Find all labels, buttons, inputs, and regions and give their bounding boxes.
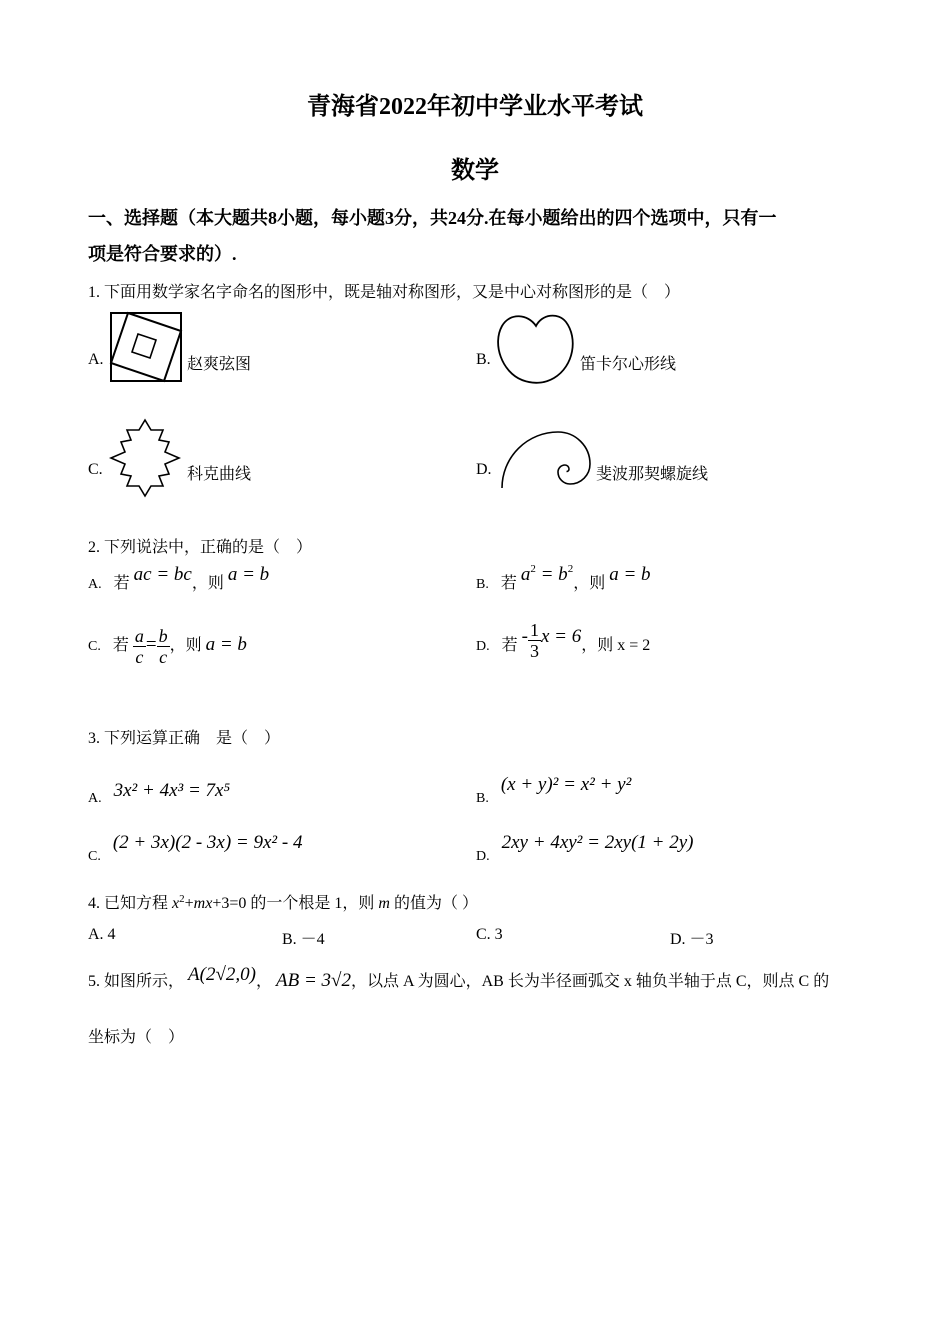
q2-d-if: 若 — [501, 637, 518, 655]
q1-option-d-letter: D. — [476, 461, 492, 478]
q1-stem: 1. 下面用数学家名字命名的图形中，既是轴对称图形，又是中心对称图形的是（ ） — [88, 284, 681, 301]
q3-c-expr: (2 + 3x)(2 - 3x) = 9x² - 4 — [112, 832, 303, 853]
q3-option-d[interactable] — [476, 832, 694, 864]
q2-a-letter: A. — [88, 577, 102, 592]
q2-b-cond-base: a — [520, 564, 531, 585]
q2-c-letter: C. — [88, 639, 101, 655]
q2-b-cond-exp2: 2 — [567, 563, 574, 575]
q2-d-den: 3 — [529, 641, 539, 661]
q5-rest: ，以点 A 为圆心，AB 长为半径画弧交 x 轴负半轴于点 C，则点 C 的 — [350, 973, 830, 990]
q3-b-letter: B. — [476, 791, 489, 806]
q5-stem-line1 — [88, 964, 830, 992]
section-heading-line2: 项是符合要求的）. — [88, 244, 237, 264]
q2-c-then: ，则 — [169, 637, 202, 655]
fibonacci-spiral-icon — [500, 430, 592, 490]
q2-b-cond-exp1: 2 — [530, 563, 536, 575]
q4-stem-d: 的值为（ ） — [389, 895, 478, 912]
q1-option-b-caption: 笛卡尔心形线 — [580, 356, 677, 373]
q2-c-if: 若 — [112, 637, 129, 655]
q2-b-cond-mid: = b — [535, 564, 568, 585]
q3-a-letter: A. — [88, 791, 102, 806]
q5-ab: AB = 3√2 — [275, 970, 351, 991]
q4-option-d[interactable]: D. －3 — [670, 931, 714, 948]
q1-option-c-letter: C. — [88, 461, 103, 478]
q5-stem-line2: 坐标为（ ） — [88, 1029, 185, 1046]
q2-c-num2: b — [158, 626, 168, 646]
q2-option-a[interactable] — [88, 564, 270, 594]
q5-num: 5. 如图所示， — [88, 973, 185, 990]
q2-d-num: 1 — [529, 620, 539, 640]
q3-stem: 3. 下列运算正确 是（ ） — [88, 730, 281, 747]
q4-stem-x: x — [172, 895, 180, 912]
q4-option-c[interactable]: C. 3 — [476, 926, 503, 943]
q4-stem-a: 4. 已知方程 — [88, 895, 173, 912]
q3-option-c[interactable] — [88, 832, 303, 864]
q2-d-then: ，则 — [581, 637, 614, 655]
q2-b-then: ，则 — [573, 575, 606, 592]
q2-c-den2: c — [159, 647, 168, 667]
q3-a-expr: 3x² + 4x³ = 7x⁵ — [113, 780, 231, 801]
q3-d-expr: 2xy + 4xy² = 2xy(1 + 2y) — [501, 832, 694, 853]
cardioid-icon — [496, 312, 576, 384]
exam-title: 青海省2022年初中学业水平考试 — [307, 94, 643, 120]
q2-a-cond: ac = bc — [133, 564, 192, 585]
q2-c-den1: c — [135, 647, 144, 667]
koch-snowflake-icon — [107, 418, 183, 498]
q4-stem-mx: mx — [193, 895, 213, 912]
q2-b-letter: B. — [476, 577, 489, 592]
q2-c-res: a = b — [205, 634, 247, 656]
q2-a-then: ，则 — [191, 575, 224, 592]
section-heading-line1: 一、选择题（本大题共8小题，每小题3分，共24分.在每小题给出的四个选项中，只有一 — [88, 208, 777, 228]
q1-option-a-letter: A. — [88, 351, 104, 368]
q5-point-a: A(2√2,0) — [188, 964, 256, 985]
q2-a-if: 若 — [113, 575, 130, 592]
q2-d-rest: x = 6 — [540, 626, 582, 648]
q2-stem: 2. 下列说法中，正确的是（ ） — [88, 539, 313, 556]
q3-c-letter: C. — [88, 849, 101, 864]
q1-option-d-caption: 斐波那契螺旋线 — [596, 466, 709, 483]
zhao-shuang-diagram-icon — [110, 312, 182, 382]
q2-option-d[interactable] — [476, 620, 651, 667]
q4-option-b[interactable]: B. －4 — [282, 931, 325, 948]
q4-stem — [88, 890, 478, 913]
q2-option-b[interactable] — [476, 563, 651, 594]
subject-title: 数学 — [451, 158, 499, 184]
q4-stem-b: + — [184, 895, 194, 912]
q2-d-letter: D. — [476, 639, 490, 655]
q2-c-eq: = — [145, 634, 157, 656]
q2-d-minus: - — [521, 626, 528, 648]
q3-b-expr: (x + y)² = x² + y² — [500, 774, 632, 795]
q2-b-if: 若 — [500, 575, 517, 592]
q4-stem-m: m — [378, 895, 390, 912]
q3-d-letter: D. — [476, 849, 490, 864]
q4-option-a[interactable]: A. 4 — [88, 926, 116, 943]
q3-option-a[interactable] — [88, 780, 231, 806]
q3-option-b[interactable] — [476, 774, 632, 806]
q2-d-res: x = 2 — [617, 637, 651, 655]
q4-stem-c: +3=0 的一个根是 1，则 — [212, 895, 379, 912]
q1-option-a-caption: 赵爽弦图 — [187, 356, 252, 373]
q2-c-num1: a — [134, 626, 144, 646]
q2-a-res: a = b — [227, 564, 270, 585]
q2-b-res: a = b — [609, 564, 651, 585]
q1-option-c-caption: 科克曲线 — [187, 466, 252, 483]
q1-option-b-letter: B. — [476, 351, 491, 368]
q2-option-c[interactable] — [88, 626, 247, 667]
q4-stem-exp: 2 — [179, 893, 185, 905]
q5-comma: ， — [255, 973, 272, 990]
